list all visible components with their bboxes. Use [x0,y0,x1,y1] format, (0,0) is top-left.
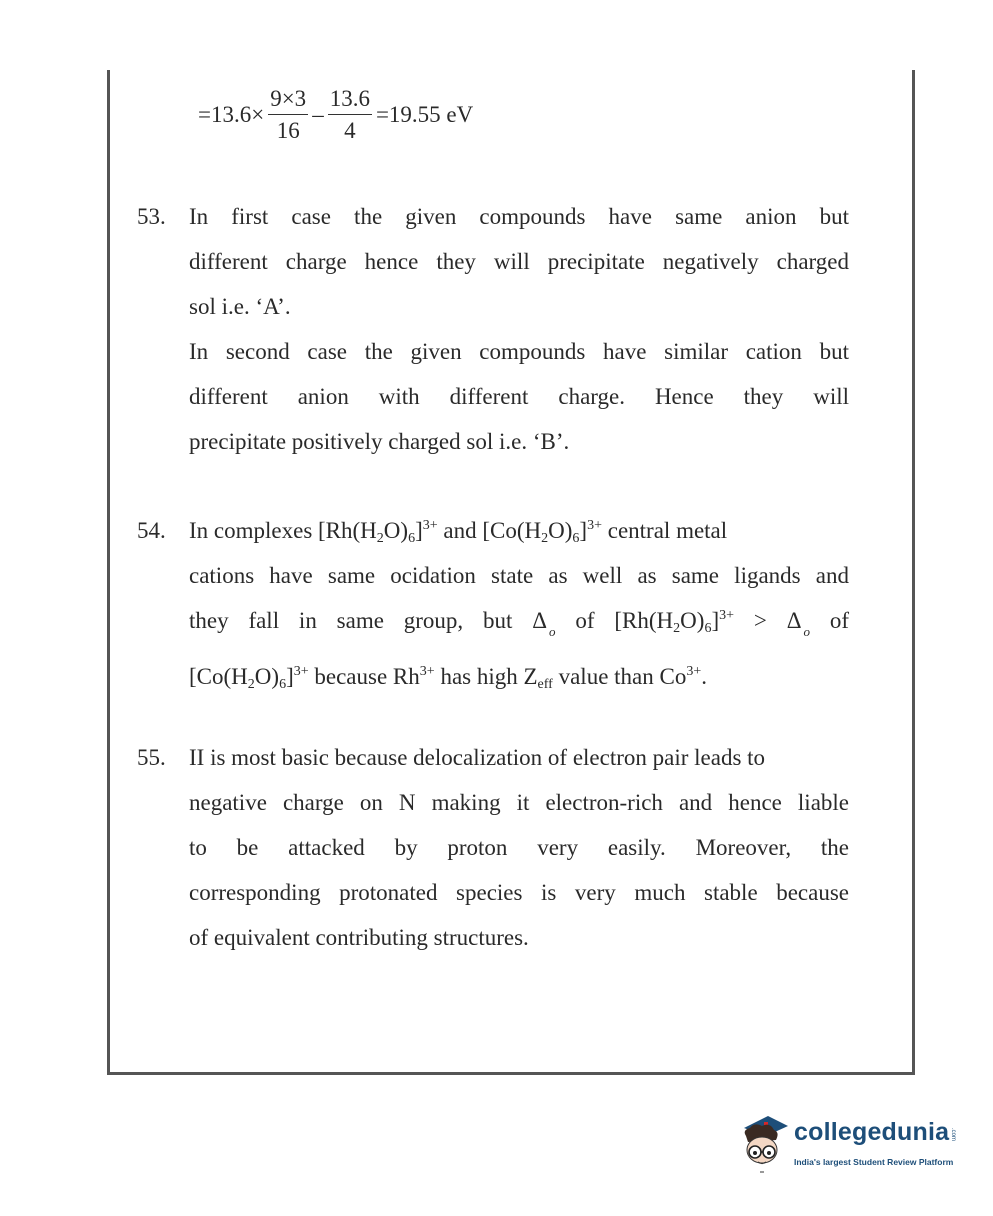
mascot-icon [738,1108,794,1178]
fraction-1-denominator: 16 [276,117,300,143]
equation-lead: =13.6× [198,102,265,127]
fraction-1-numerator: 9×3 [268,87,308,114]
answer-53-line-1: In first case the given compounds have same anion but [189,204,849,229]
brand-tagline: India's largest Student Review Platform [794,1157,954,1167]
fraction-1 [268,87,308,142]
answer-54-line-4: $[Co(H_2O)_6]^{3+}$ because $Rh^{3+}$ has high $Z_{eff}$ value than $Co^{3+}$. [189,664,707,692]
fraction-2-numerator: 13.6 [328,87,372,114]
question-number: 53. [137,204,166,229]
fraction-2 [328,87,372,142]
question-number: 55. [137,745,166,770]
answer-55-line-4: corresponding protonated species is very much stable because [189,880,849,905]
answer-53-line-3: sol i.e. ‘A’. [189,294,291,319]
question-number: 54. [137,518,166,543]
collegedunia-logo[interactable] [738,1108,963,1178]
answer-54-line-2: cations have same ocidation state as well as same ligands and [189,563,849,588]
brand-name: collegedunia [794,1118,950,1146]
equation-result: =19.55 eV [375,102,474,127]
answer-55 [137,735,849,960]
answer-53-line-4: In second case the given compounds have similar cation but [189,339,849,364]
equation-minus: – [312,102,324,127]
answer-53-line-6: precipitate positively charged sol i.e. ‘B’. [189,429,570,454]
answer-54-line-3: they fall in same group, but Δ $_o$ of $[Rh(H_2O)_6]^{3+} > \Delta$ $_o$ of [189,608,849,639]
fraction-2-denominator: 4 [344,117,356,143]
answer-55-line-5: of equivalent contributing structures. [189,925,529,950]
answer-53-line-5: different anion with different charge. Hence they will [189,384,849,409]
brand-domain: .com [950,1128,956,1142]
answer-55-line-3: to be attacked by proton very easily. Moreover, the [189,835,849,860]
answer-54-line-1: In complexes $[Rh(H_2O)_6]^{3+}$ and $[Co(H_2O)_6]^{3+}$ central metal [189,518,728,546]
answer-54 [137,508,849,699]
answer-53 [137,194,849,464]
answer-55-line-1: II is most basic because delocalization of electron pair leads to [189,745,766,770]
answer-53-line-2: different charge hence they will precipitate negatively charged [189,249,849,274]
equation-line [198,80,473,150]
answer-55-line-2: negative charge on N making it electron-rich and hence liable [189,790,849,815]
